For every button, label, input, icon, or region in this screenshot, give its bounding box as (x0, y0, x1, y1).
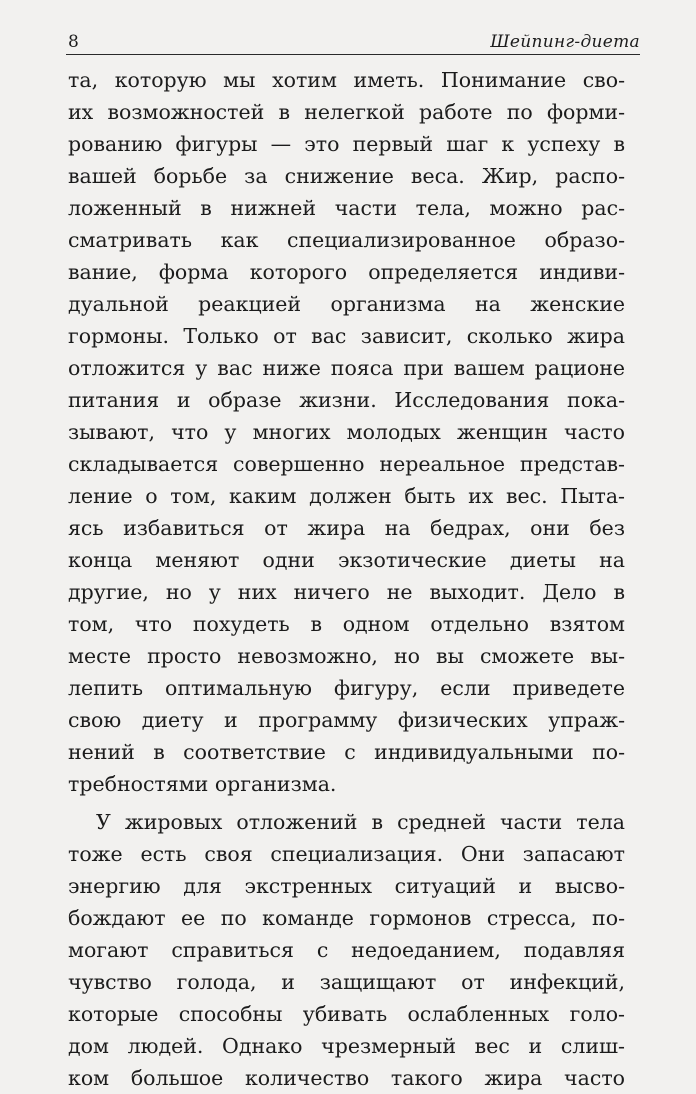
text-line: энергию для экстренных ситуаций и высво- (68, 874, 625, 898)
text-line: складывается совершенно нереальное представ- (68, 452, 625, 476)
text-line: другие, но у них ничего не выходит. Дело в (68, 580, 625, 604)
text-line: могают справиться с недоеданием, подавляя (68, 938, 625, 962)
text-line: зывают, что у многих молодых женщин часто (68, 420, 625, 444)
text-line: чувство голода, и защищают от инфекций, (68, 970, 625, 994)
text-line: свою диету и программу физических упраж- (68, 708, 625, 732)
text-line: дом людей. Однако чрезмерный вес и слиш- (68, 1034, 625, 1058)
text-line: их возможностей в нелегкой работе по форми- (68, 100, 625, 124)
header-rule (66, 54, 640, 55)
text-line: та, которую мы хотим иметь. Понимание сво- (68, 68, 625, 92)
text-line: месте просто невозможно, но вы сможете вы- (68, 644, 625, 668)
text-line: питания и образе жизни. Исследования пока- (68, 388, 625, 412)
text-line: ложенный в нижней части тела, можно рас- (68, 196, 625, 220)
text-line: ление о том, каким должен быть их вес. Пыта- (68, 484, 625, 508)
body-text (68, 64, 625, 1094)
text-line: гормоны. Только от вас зависит, сколько жира (68, 324, 625, 348)
text-line: том, что похудеть в одном отдельно взятом (68, 612, 625, 636)
text-line: бождают ее по команде гормонов стресса, по- (68, 906, 625, 930)
running-title: Шейпинг-диета (490, 32, 640, 52)
paragraph (68, 64, 625, 800)
text-line: конца меняют одни экзотические диеты на (68, 548, 625, 572)
text-line: нений в соответствие с индивидуальными по- (68, 740, 625, 764)
text-line: сматривать как специализированное образо- (68, 228, 625, 252)
text-line: вание, форма которого определяется индиви- (68, 260, 625, 284)
page-header (66, 30, 640, 56)
page-number: 8 (68, 32, 79, 52)
text-line: требностями организма. (68, 772, 337, 796)
text-line: У жировых отложений в средней части тела (96, 810, 625, 834)
text-line: рованию фигуры — это первый шаг к успеху в (68, 132, 625, 156)
text-line: ком большое количество такого жира часто (68, 1066, 625, 1090)
text-line: вашей борьбе за снижение веса. Жир, распо- (68, 164, 625, 188)
paragraph (68, 806, 625, 1094)
text-line: ясь избавиться от жира на бедрах, они без (68, 516, 625, 540)
text-line: дуальной реакцией организма на женские (68, 292, 625, 316)
text-line: тоже есть своя специализация. Они запасают (68, 842, 625, 866)
text-line: лепить оптимальную фигуру, если приведете (68, 676, 625, 700)
text-line: отложится у вас ниже пояса при вашем рационе (68, 356, 625, 380)
text-line: которые способны убивать ослабленных голо- (68, 1002, 625, 1026)
